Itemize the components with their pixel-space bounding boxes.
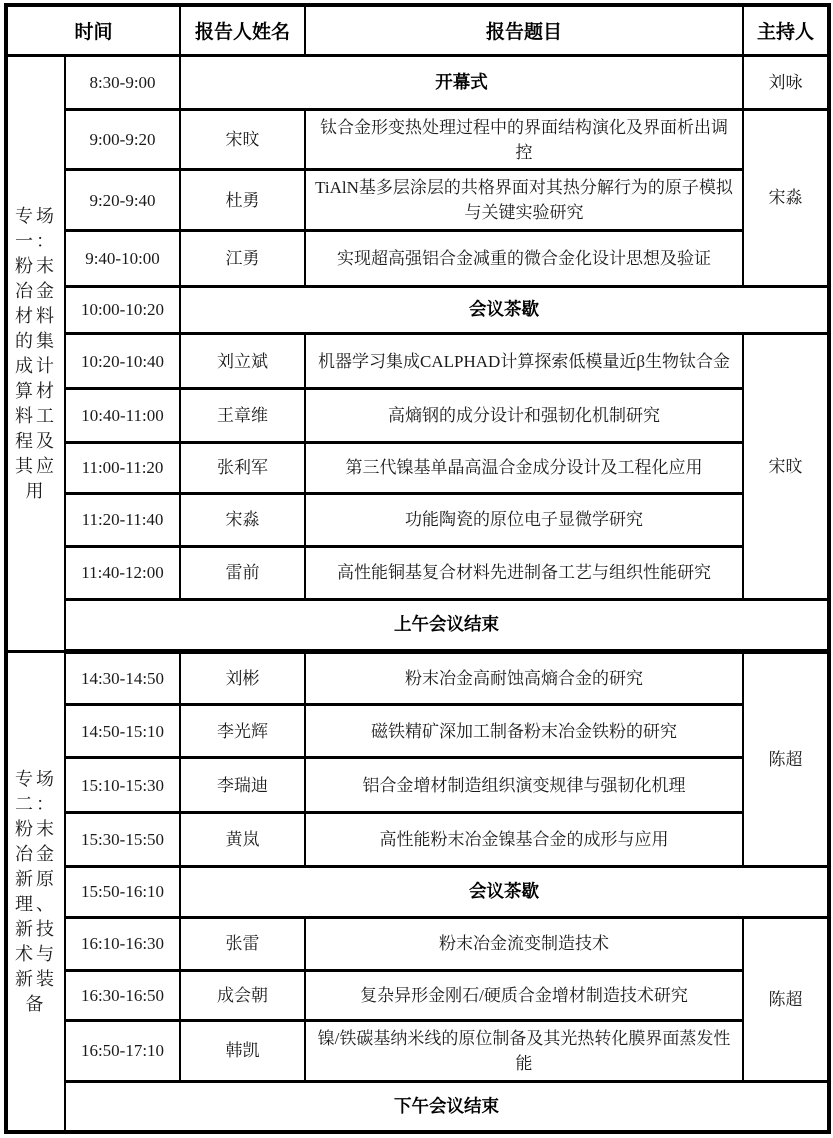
title-cell: 高性能粉末冶金镍基合金的成形与应用 [305, 813, 743, 867]
session-2-cell [6, 652, 65, 1132]
table-row [6, 758, 829, 813]
title-cell: 铝合金增材制造组织演变规律与强韧化机理 [305, 758, 743, 813]
table-row [6, 230, 829, 286]
title-cell: 高熵钢的成分设计和强韧化机制研究 [305, 389, 743, 443]
host-cell: 陈超 [743, 652, 829, 867]
event-cell: 上午会议结束 [65, 599, 829, 652]
title-cell: 钛合金形变热处理过程中的界面结构演化及界面析出调控 [305, 110, 743, 170]
table-row [6, 1021, 829, 1081]
speaker-cell: 李瑞迪 [180, 758, 305, 813]
table-row [6, 389, 829, 443]
time-cell: 15:50-16:10 [65, 867, 180, 918]
speaker-cell: 张雷 [180, 917, 305, 970]
table-row [6, 867, 829, 918]
title-cell: 粉末冶金高耐蚀高熵合金的研究 [305, 652, 743, 705]
time-cell: 15:10-15:30 [65, 758, 180, 813]
time-cell: 11:20-11:40 [65, 493, 180, 546]
time-cell: 9:20-9:40 [65, 170, 180, 230]
speaker-cell: 王章维 [180, 389, 305, 443]
speaker-cell: 江勇 [180, 230, 305, 286]
title-cell: 磁铁精矿深加工制备粉末冶金铁粉的研究 [305, 705, 743, 758]
table-row [6, 813, 829, 867]
header-row [6, 5, 829, 56]
host-cell: 陈超 [743, 917, 829, 1081]
speaker-cell: 雷前 [180, 546, 305, 599]
time-cell: 11:40-12:00 [65, 546, 180, 599]
time-cell: 10:40-11:00 [65, 389, 180, 443]
event-cell: 开幕式 [180, 56, 743, 110]
session-2-label: 专场二：粉末冶金新原理、新技术与新装备 [15, 768, 57, 1014]
table-row [6, 652, 829, 705]
table-row [6, 170, 829, 230]
speaker-cell: 韩凯 [180, 1021, 305, 1081]
event-cell: 下午会议结束 [65, 1081, 829, 1132]
time-cell: 16:30-16:50 [65, 970, 180, 1021]
time-cell: 16:50-17:10 [65, 1021, 180, 1081]
header-title: 报告题目 [305, 5, 743, 56]
host-cell: 宋淼 [743, 110, 829, 287]
session-1-label: 专场一：粉末冶金材料的集成计算材料工程及其应用 [15, 205, 57, 501]
title-cell: 粉末冶金流变制造技术 [305, 917, 743, 970]
table-row [6, 334, 829, 389]
time-cell: 9:00-9:20 [65, 110, 180, 170]
speaker-cell: 宋旼 [180, 110, 305, 170]
speaker-cell: 宋淼 [180, 493, 305, 546]
table-row [6, 110, 829, 170]
time-cell: 11:00-11:20 [65, 443, 180, 494]
table-row [6, 970, 829, 1021]
time-cell: 14:30-14:50 [65, 652, 180, 705]
time-cell: 15:30-15:50 [65, 813, 180, 867]
session-1-cell [6, 56, 65, 652]
host-cell: 刘咏 [743, 56, 829, 110]
table-row [6, 705, 829, 758]
table-row [6, 546, 829, 599]
time-cell: 14:50-15:10 [65, 705, 180, 758]
title-cell: TiAlN基多层涂层的共格界面对其热分解行为的原子模拟与关键实验研究 [305, 170, 743, 230]
title-cell: 第三代镍基单晶高温合金成分设计及工程化应用 [305, 443, 743, 494]
event-cell: 会议茶歇 [180, 286, 829, 334]
table-row [6, 286, 829, 334]
event-cell: 会议茶歇 [180, 867, 829, 918]
title-cell: 实现超高强铝合金减重的微合金化设计思想及验证 [305, 230, 743, 286]
table-row [6, 1081, 829, 1132]
header-host: 主持人 [743, 5, 829, 56]
title-cell: 机器学习集成CALPHAD计算探索低模量近β生物钛合金 [305, 334, 743, 389]
title-cell: 镍/铁碳基纳米线的原位制备及其光热转化膜界面蒸发性能 [305, 1021, 743, 1081]
header-speaker: 报告人姓名 [180, 5, 305, 56]
speaker-cell: 成会朝 [180, 970, 305, 1021]
speaker-cell: 刘立斌 [180, 334, 305, 389]
host-cell: 宋旼 [743, 334, 829, 599]
speaker-cell: 李光辉 [180, 705, 305, 758]
title-cell: 高性能铜基复合材料先进制备工艺与组织性能研究 [305, 546, 743, 599]
speaker-cell: 张利军 [180, 443, 305, 494]
title-cell: 复杂异形金刚石/硬质合金增材制造技术研究 [305, 970, 743, 1021]
table-row [6, 917, 829, 970]
header-time: 时间 [6, 5, 180, 56]
time-cell: 16:10-16:30 [65, 917, 180, 970]
speaker-cell: 黄岚 [180, 813, 305, 867]
schedule-table [4, 3, 831, 1134]
table-row [6, 599, 829, 652]
table-row [6, 493, 829, 546]
table-row [6, 443, 829, 494]
speaker-cell: 刘彬 [180, 652, 305, 705]
time-cell: 10:20-10:40 [65, 334, 180, 389]
table-row [6, 56, 829, 110]
speaker-cell: 杜勇 [180, 170, 305, 230]
time-cell: 9:40-10:00 [65, 230, 180, 286]
time-cell: 8:30-9:00 [65, 56, 180, 110]
title-cell: 功能陶瓷的原位电子显微学研究 [305, 493, 743, 546]
time-cell: 10:00-10:20 [65, 286, 180, 334]
